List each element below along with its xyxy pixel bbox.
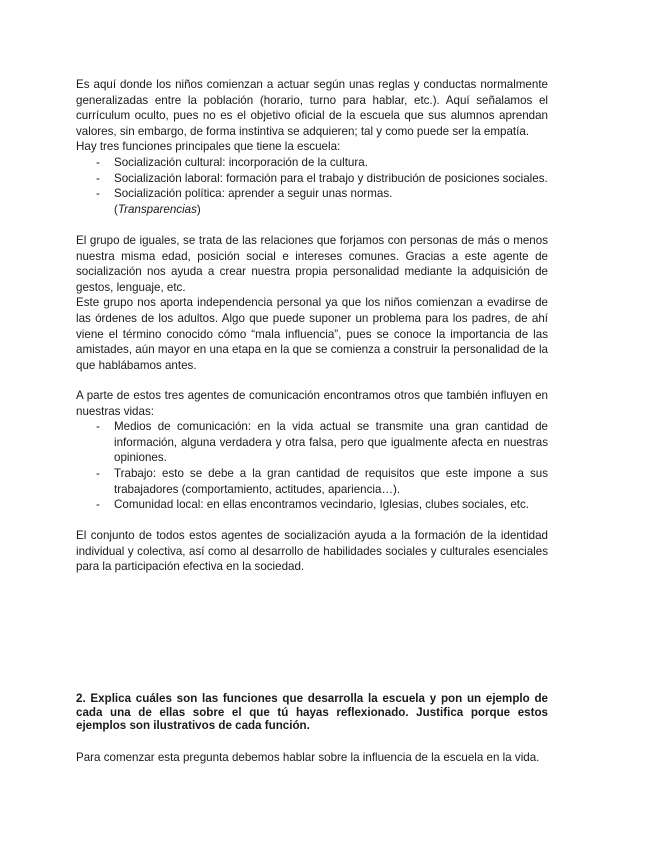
peer-group-section	[76, 233, 548, 373]
peer-group-paragraph: El grupo de iguales, se trata de las relaciones que forjamos con personas de más o menos nuestra misma edad, posición social e intereses comunes. Gracias a este agente de socialización nos ayuda a crear nuestra propia personalidad mediante la adquisición de gestos, lenguaje, etc.	[76, 234, 548, 294]
independence-paragraph: Este grupo nos aporta independencia personal ya que los niños comienzan a evadirse de las órdenes de los adultos. Algo que puede suponer un problema para los padres, de ahí viene el término conocido cómo “mala influencia”, pues se conoce la importancia de las amistades, aún mayor en una etapa en la que se comienza a construir la personalidad de la que hablábamos antes.	[76, 296, 548, 372]
list-item	[76, 466, 548, 497]
answer-paragraph: Para comenzar esta pregunta debemos hablar sobre la influencia de la escuela en la vida.	[76, 751, 540, 764]
school-functions-list	[76, 155, 548, 202]
list-item	[76, 171, 548, 187]
other-agents-section	[76, 388, 548, 513]
conclusion-paragraph: El conjunto de todos estos agentes de socialización ayuda a la formación de la identidad individual y colectiva, así como al desarrollo de habilidades sociales y culturales esenciales para la participación efectiva en la sociedad.	[76, 529, 548, 574]
list-item	[76, 419, 548, 466]
list-item-text: Socialización cultural: incorporación de la cultura.	[114, 155, 368, 169]
dash-marker: -	[96, 171, 100, 185]
citation-label: Transparencias	[117, 202, 197, 216]
citation-open: (	[114, 202, 118, 216]
source-citation	[76, 202, 548, 218]
list-item	[76, 497, 548, 513]
citation-close: )	[196, 202, 201, 216]
other-agents-list	[76, 419, 548, 513]
list-item	[76, 186, 548, 202]
list-item-text: Socialización política: aprender a seguir unas normas.	[114, 187, 393, 201]
school-section	[76, 77, 548, 217]
question-section	[76, 692, 548, 733]
school-functions-intro: Hay tres funciones principales que tiene la escuela:	[76, 140, 341, 154]
dash-marker: -	[96, 155, 100, 169]
question-heading: 2. Explica cuáles son las funciones que desarrolla la escuela y pon un ejemplo de cada una de ellas sobre el que tú hayas reflexionado. Justifica porque estos ejemplos son ilustrativos de cada función.	[76, 692, 548, 733]
dash-marker: -	[96, 466, 100, 480]
other-agents-intro: A parte de estos tres agentes de comunicación encontramos otros que también influyen en nuestras vidas:	[76, 389, 548, 418]
list-item-text: Medios de comunicación: en la vida actual se transmite una gran cantidad de información, alguna verdadera y otra falsa, pero que igualmente afecta en nuestras opiniones.	[114, 420, 548, 465]
dash-marker: -	[96, 187, 100, 201]
conclusion-section	[76, 528, 548, 575]
list-item-text: Comunidad local: en ellas encontramos vecindario, Iglesias, clubes sociales, etc.	[114, 498, 530, 512]
hidden-curriculum-paragraph: Es aquí donde los niños comienzan a actuar según unas reglas y conductas normalmente generalizadas entre la población (horario, turno para hablar, etc.). Aquí señalamos el currículum oculto, pues no es el objetivo oficial de la escuela que sus alumnos aprendan valores, sin embargo, de forma instintiva se adquieren; tal y como puede ser la empatía.	[76, 78, 548, 138]
answer-section	[76, 750, 548, 766]
list-item	[76, 155, 548, 171]
dash-marker: -	[96, 420, 100, 434]
list-item-text: Socialización laboral: formación para el trabajo y distribución de posiciones sociales.	[114, 171, 548, 185]
list-item-text: Trabajo: esto se debe a la gran cantidad de requisitos que este impone a sus trabajadores (comportamiento, actitudes, apariencia…).	[114, 466, 548, 496]
dash-marker: -	[96, 498, 100, 512]
